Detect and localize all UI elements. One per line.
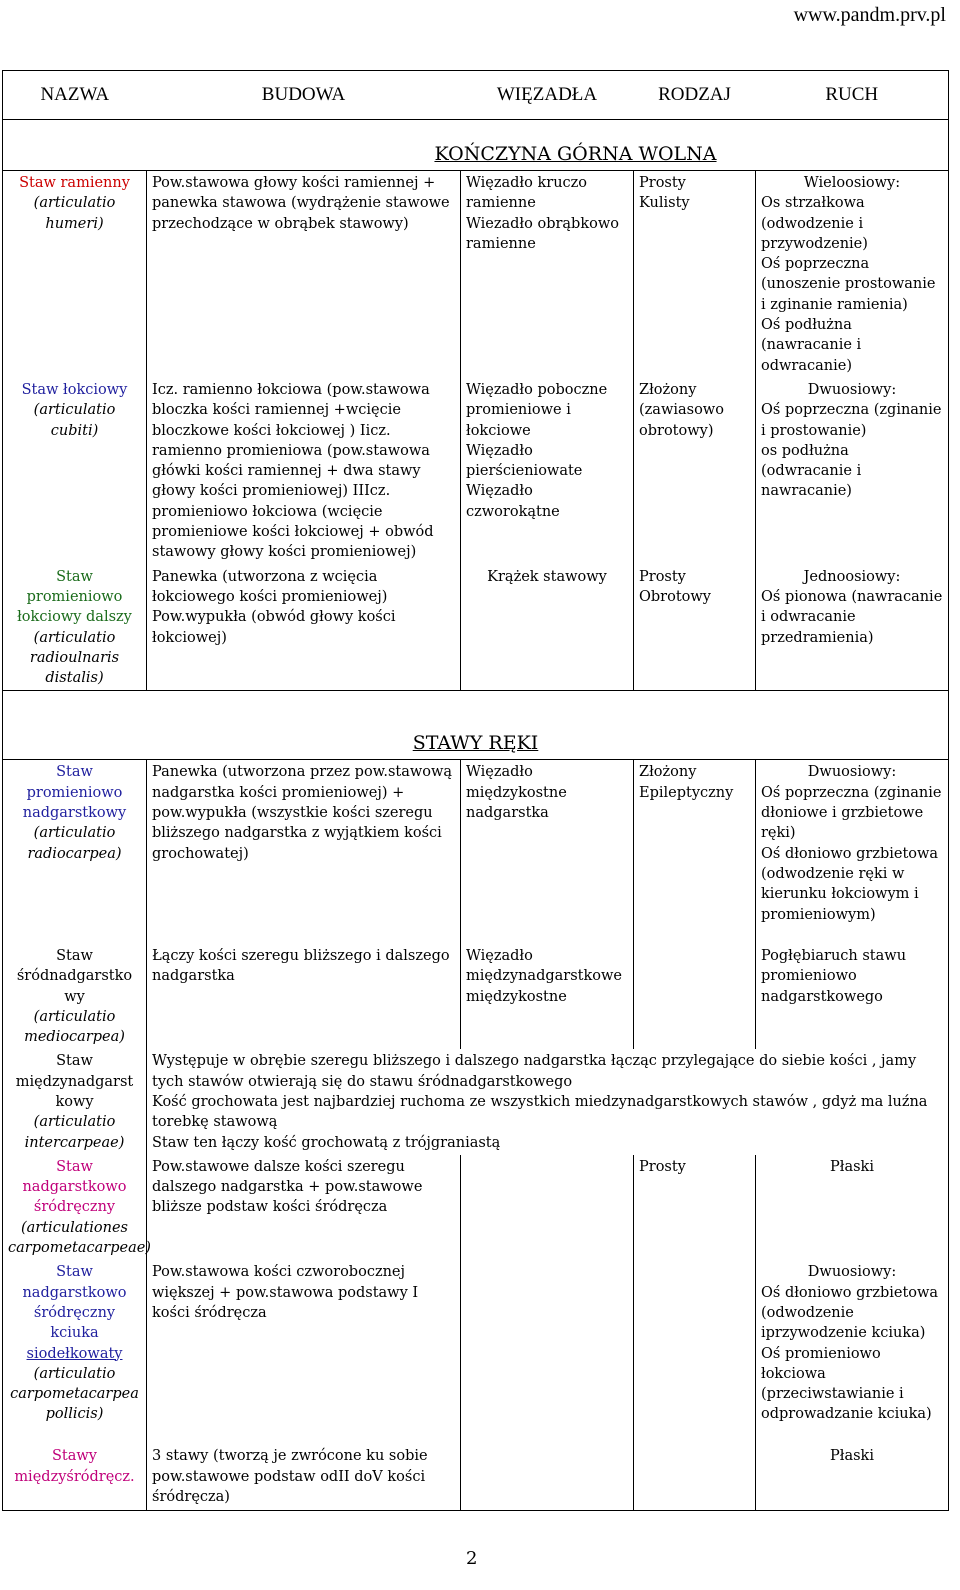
site-url: www.pandm.prv.pl (793, 4, 946, 26)
table-row (3, 1155, 949, 1260)
header-ruch: RUCH (756, 71, 949, 120)
rodzaj-cell: Złożony Epileptyczny (634, 760, 756, 944)
table-row (3, 1049, 949, 1154)
header-budowa: BUDOWA (147, 71, 461, 120)
ruch-cell: Dwuosiowy: Oś poprzeczna (zginanie dłoniowe i grzbietowe ręki) Oś dłoniowo grzbietowa (odwodzenie ręki w kierunku łokciowym i promieniowym) (756, 760, 949, 944)
span-cell: Występuje w obrębie szeregu bliższego i dalszego nadgarstka łącząc przylegające do siebie kości , jamy tych stawów otwierają się do stawu śródnadgarstkowego Kość grochowata jest najbardziej ruchoma ze wszystkich miedzynadgarstkowych stawów , gdyż ma luźna torebkę stawową Staw ten łączy kość grochowatą z trójgraniastą (147, 1049, 949, 1154)
rodzaj-cell: Prosty (634, 1155, 756, 1260)
budowa-cell: Panewka (utworzona przez pow.stawową nadgarstka kości promieniowej) + pow.wypukła (wszystkie kości szeregu bliższego nadgarstka z wyjątkiem kości grochowatej) (147, 760, 461, 944)
header-wiezadla: WIĘZADŁA (461, 71, 634, 120)
name-cell: Staw promieniowo łokciowy dalszy (articulatio radioulnaris distalis) (3, 565, 147, 691)
name-cell: Staw nadgarstkowo śródręczny (articulationes carpometacarpeae) (3, 1155, 147, 1260)
table-row (3, 565, 949, 691)
rodzaj-cell (634, 1444, 756, 1510)
section-row (3, 691, 949, 760)
ruch-cell: Płaski (756, 1155, 949, 1260)
table-row (3, 1444, 949, 1510)
wiezadla-cell: Więzadło kruczo ramienne Wiezadło obrąbkowo ramienne (461, 171, 634, 378)
budowa-cell: Pow.stawowa głowy kości ramiennej + panewka stawowa (wydrążenie stawowe przechodzące w obrąbek stawowy) (147, 171, 461, 378)
rodzaj-cell (634, 944, 756, 1049)
wiezadla-cell: Więzadło poboczne promieniowe i łokciowe Więzadło pierścieniowate Więzadło czworokątne (461, 378, 634, 565)
name-cell: Stawy międzyśródręcz. (3, 1444, 147, 1510)
rodzaj-cell: Prosty Obrotowy (634, 565, 756, 691)
anatomy-table (2, 70, 949, 1511)
ruch-cell: Dwuosiowy: Oś dłoniowo grzbietowa (odwodzenie iprzywodzenie kciuka) Oś promieniowo łokciowa (przeciwstawianie i odprowadzanie kciuka) (756, 1260, 949, 1444)
section-row (3, 120, 949, 171)
section-title-upper-limb: KOŃCZYNA GÓRNA WOLNA (3, 120, 949, 171)
header-row (3, 71, 949, 120)
wiezadla-cell (461, 1260, 634, 1444)
name-cell: Staw śródnadgarstko wy (articulatio mediocarpea) (3, 944, 147, 1049)
ruch-cell: Płaski (756, 1444, 949, 1510)
wiezadla-cell (461, 1444, 634, 1510)
rodzaj-cell (634, 1260, 756, 1444)
name-cell: Staw łokciowy (articulatio cubiti) (3, 378, 147, 565)
name-cell: Staw międzynadgarst kowy (articulatio intercarpeae) (3, 1049, 147, 1154)
wiezadla-cell: Więzadło międzynadgarstkowe międzykostne (461, 944, 634, 1049)
name-cell: Staw promieniowo nadgarstkowy (articulatio radiocarpea) (3, 760, 147, 944)
table-row (3, 760, 949, 944)
budowa-cell: Łączy kości szeregu bliższego i dalszego nadgarstka (147, 944, 461, 1049)
page-number: 2 (466, 1548, 478, 1569)
ruch-cell: Pogłębiaruch stawu promieniowo nadgarstkowego (756, 944, 949, 1049)
budowa-cell: Panewka (utworzona z wcięcia łokciowego kości promieniowej) Pow.wypukła (obwód głowy kości łokciowej) (147, 565, 461, 691)
name-cell: Staw nadgarstkowo śródręczny kciuka siodełkowaty (articulatio carpometacarpea pollicis) (3, 1260, 147, 1444)
table-row (3, 378, 949, 565)
table-row (3, 944, 949, 1049)
header-rodzaj: RODZAJ (634, 71, 756, 120)
table-row (3, 171, 949, 378)
budowa-cell: Pow.stawowe dalsze kości szeregu dalszego nadgarstka + pow.stawowe bliższe podstaw kości śródręcza (147, 1155, 461, 1260)
rodzaj-cell: Złożony (zawiasowo obrotowy) (634, 378, 756, 565)
budowa-cell: Icz. ramienno łokciowa (pow.stawowa bloczka kości ramiennej +wcięcie bloczkowe kości łokciowej ) Iicz. ramienno promieniowa (pow.stawowa główki kości ramiennej + dwa stawy głowy kości promieniowej) IIIcz. promieniowo łokciowa (wcięcie promieniowe kości łokciowej + obwód stawowy głowy kości promieniowej) (147, 378, 461, 565)
rodzaj-cell: Prosty Kulisty (634, 171, 756, 378)
ruch-cell: Jednoosiowy: Oś pionowa (nawracanie i odwracanie przedramienia) (756, 565, 949, 691)
name-cell: Staw ramienny (articulatio humeri) (3, 171, 147, 378)
budowa-cell: Pow.stawowa kości czworobocznej większej + pow.stawowa podstawy I kości śródręcza (147, 1260, 461, 1444)
section-title-hand-joints: STAWY RĘKI (3, 691, 949, 760)
header-nazwa: NAZWA (3, 71, 147, 120)
wiezadla-cell (461, 1155, 634, 1260)
ruch-cell: Dwuosiowy: Oś poprzeczna (zginanie i prostowanie) os podłużna (odwracanie i nawracanie) (756, 378, 949, 565)
budowa-cell: 3 stawy (tworzą je zwrócone ku sobie pow.stawowe podstaw odII doV kości śródręcza) (147, 1444, 461, 1510)
wiezadla-cell: Więzadło międzykostne nadgarstka (461, 760, 634, 944)
ruch-cell: Wieloosiowy: Os strzałkowa (odwodzenie i przywodzenie) Oś poprzeczna (unoszenie prostowanie i zginanie ramienia) Oś podłużna (nawracanie i odwracanie) (756, 171, 949, 378)
wiezadla-cell: Krążek stawowy (461, 565, 634, 691)
table-row (3, 1260, 949, 1444)
